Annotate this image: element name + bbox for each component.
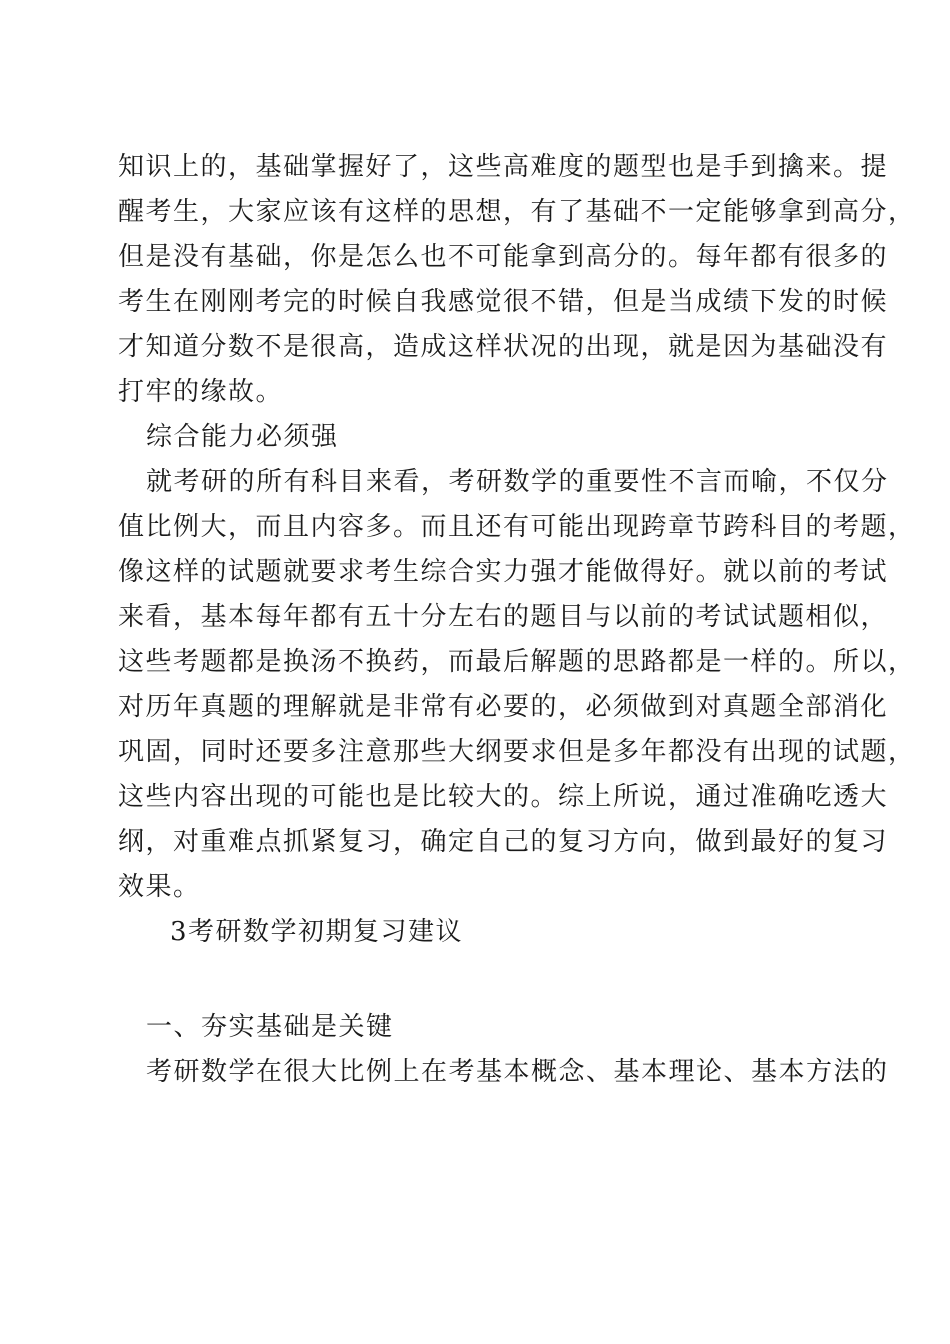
paragraph-line: 来看，基本每年都有五十分左右的题目与以前的考试试题相似， bbox=[118, 602, 889, 632]
section-heading: 3考研数学初期复习建议 bbox=[170, 917, 464, 947]
paragraph-line: 像这样的试题就要求考生综合实力强才能做得好。就以前的考试 bbox=[118, 557, 889, 587]
paragraph-line: 醒考生，大家应该有这样的思想，有了基础不一定能够拿到高分， bbox=[118, 197, 916, 227]
section-heading: 综合能力必须强 bbox=[146, 422, 339, 452]
paragraph-line: 值比例大，而且内容多。而且还有可能出现跨章节跨科目的考题， bbox=[118, 512, 916, 542]
paragraph-line: 巩固，同时还要多注意那些大纲要求但是多年都没有出现的试题， bbox=[118, 737, 916, 767]
paragraph-line: 知识上的，基础掌握好了，这些高难度的题型也是手到擒来。提 bbox=[118, 152, 889, 182]
paragraph-line: 就考研的所有科目来看，考研数学的重要性不言而喻，不仅分 bbox=[146, 467, 889, 497]
section-heading: 一、夯实基础是关键 bbox=[146, 1012, 394, 1042]
paragraph-line: 但是没有基础，你是怎么也不可能拿到高分的。每年都有很多的 bbox=[118, 242, 889, 272]
paragraph-line: 才知道分数不是很高，造成这样状况的出现，就是因为基础没有 bbox=[118, 332, 889, 362]
paragraph-line: 考研数学在很大比例上在考基本概念、基本理论、基本方法的 bbox=[146, 1057, 889, 1087]
paragraph-line: 考生在刚刚考完的时候自我感觉很不错，但是当成绩下发的时候 bbox=[118, 287, 889, 317]
paragraph-line: 这些考题都是换汤不换药，而最后解题的思路都是一样的。所以， bbox=[118, 647, 916, 677]
paragraph-line: 纲，对重难点抓紧复习，确定自己的复习方向，做到最好的复习 bbox=[118, 827, 889, 857]
paragraph-line: 这些内容出现的可能也是比较大的。综上所说，通过准确吃透大 bbox=[118, 782, 889, 812]
paragraph-line: 效果。 bbox=[118, 872, 201, 902]
paragraph-line: 对历年真题的理解就是非常有必要的，必须做到对真题全部消化 bbox=[118, 692, 889, 722]
paragraph-line: 打牢的缘故。 bbox=[118, 377, 284, 407]
